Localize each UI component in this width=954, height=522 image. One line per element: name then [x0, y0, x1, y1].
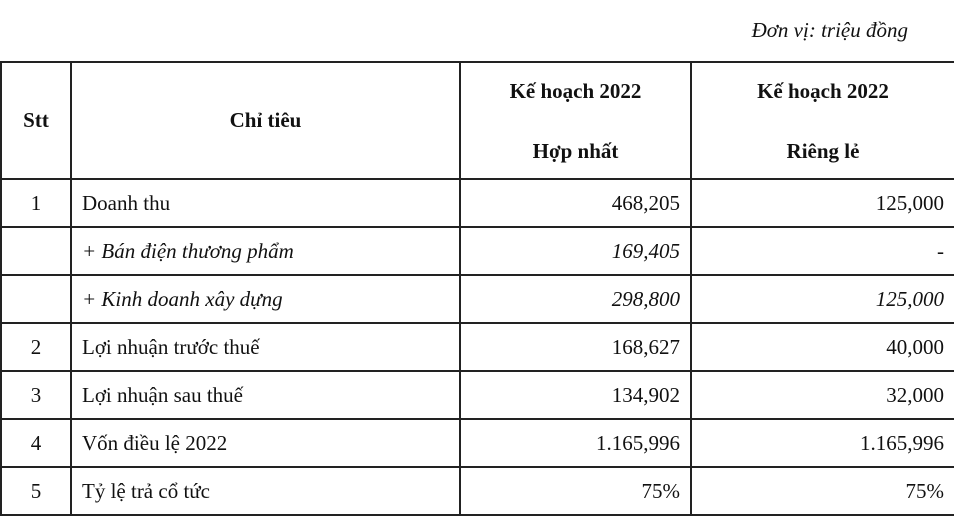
header-plan-consolidated-line1: Kế hoạch 2022: [509, 78, 642, 103]
row-stt: 5: [1, 467, 71, 515]
row-consolidated: 169,405: [460, 227, 691, 275]
table-row: [1, 179, 954, 227]
row-consolidated: 298,800: [460, 275, 691, 323]
row-stt: 3: [1, 371, 71, 419]
row-consolidated: 168,627: [460, 323, 691, 371]
row-indicator: Lợi nhuận sau thuế: [71, 371, 460, 419]
row-stt: 4: [1, 419, 71, 467]
row-separate: 40,000: [691, 323, 954, 371]
header-stt: Stt: [1, 62, 71, 179]
row-consolidated: 75%: [460, 467, 691, 515]
row-indicator: + Kinh doanh xây dựng: [71, 275, 460, 323]
row-indicator: + Bán điện thương phẩm: [71, 227, 460, 275]
row-separate: 32,000: [691, 371, 954, 419]
row-stt: [1, 227, 71, 275]
unit-note: Đơn vị: triệu đồng: [751, 18, 908, 42]
row-indicator: Tỷ lệ trả cổ tức: [71, 467, 460, 515]
row-indicator: Vốn điều lệ 2022: [71, 419, 460, 467]
table-row: [1, 419, 954, 467]
plan-table: [0, 61, 954, 516]
row-indicator: Doanh thu: [71, 179, 460, 227]
table-row: [1, 467, 954, 515]
header-plan-consolidated-line2: Hợp nhất: [532, 138, 619, 163]
row-separate: -: [691, 227, 954, 275]
header-plan-separate-line2: Riêng lẻ: [786, 138, 860, 163]
row-consolidated: 468,205: [460, 179, 691, 227]
row-indicator: Lợi nhuận trước thuế: [71, 323, 460, 371]
header-plan-separate: [691, 62, 954, 179]
row-stt: 1: [1, 179, 71, 227]
row-separate: 1.165,996: [691, 419, 954, 467]
row-consolidated: 1.165,996: [460, 419, 691, 467]
header-row: [1, 62, 954, 179]
row-separate: 125,000: [691, 275, 954, 323]
row-consolidated: 134,902: [460, 371, 691, 419]
header-plan-separate-line1: Kế hoạch 2022: [757, 78, 889, 103]
table-row: [1, 323, 954, 371]
table-row: [1, 227, 954, 275]
header-indicator: Chỉ tiêu: [71, 62, 460, 179]
row-separate: 75%: [691, 467, 954, 515]
table-row: [1, 275, 954, 323]
row-separate: 125,000: [691, 179, 954, 227]
table-row: [1, 371, 954, 419]
row-stt: 2: [1, 323, 71, 371]
row-stt: [1, 275, 71, 323]
header-plan-consolidated: [460, 62, 691, 179]
